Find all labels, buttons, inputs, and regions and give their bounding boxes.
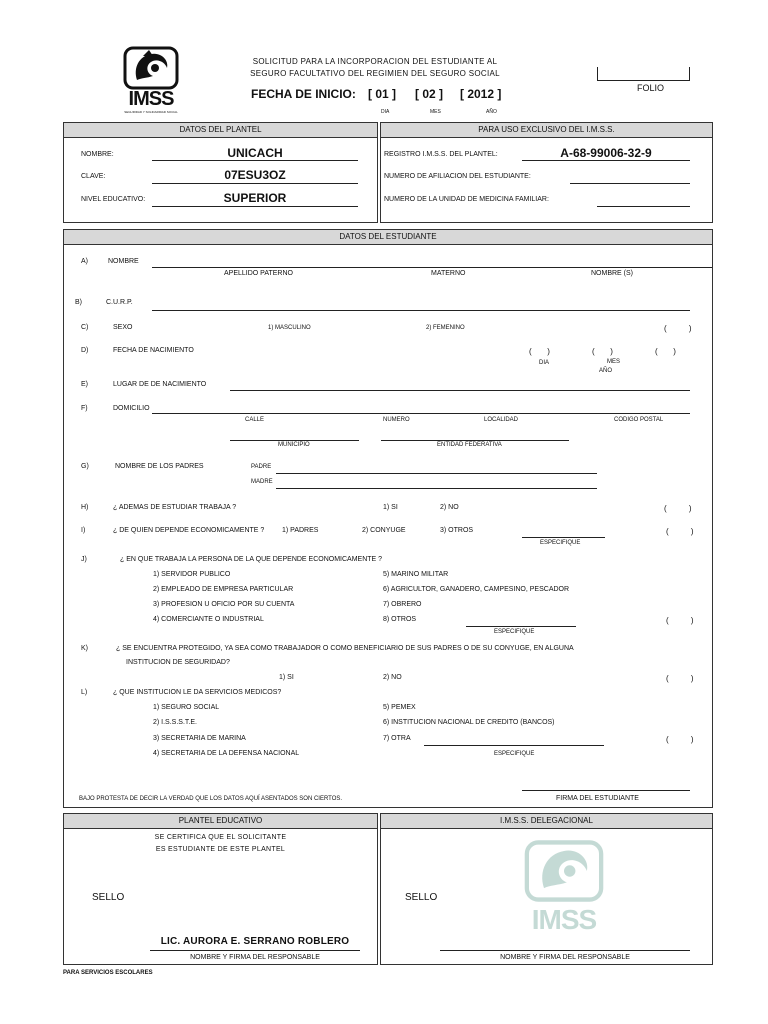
registro-value[interactable]: A-68-99006-32-9 [560,146,652,160]
item-b-letter: B) [75,299,82,306]
responsable-name[interactable]: LIC. AURORA E. SERRANO ROBLERO [160,936,350,947]
l-opt-5: 5) PEMEX [383,704,416,711]
l-answer-box[interactable]: ( ) [666,735,694,744]
imss-uso-header: PARA USO EXCLUSIVO DEL I.M.S.S. [380,122,713,138]
l-opt-3: 3) SECRETARIA DE MARINA [153,735,246,742]
plantel-nombre-value[interactable]: UNICACH [227,146,283,160]
imss-watermark [518,838,610,950]
padre-field[interactable] [276,473,597,474]
logo-subtext: SEGURIDAD Y SOLIDARIDAD SOCIAL [124,110,178,114]
clave-label: CLAVE: [81,173,106,180]
form-title-line2: SEGURO FACULTATIVO DEL REGIMIEN DEL SEGURO SOCIAL [250,69,500,78]
item-g-letter: G) [81,463,89,470]
j-opt-3: 3) PROFESION U OFICIO POR SU CUENTA [153,601,295,608]
protesta-text: BAJO PROTESTA DE DECIR LA VERDAD QUE LOS DATOS AQUÍ ASENTADOS SON CIERTOS. [79,796,343,802]
nombre-est-field[interactable] [152,267,712,268]
imss-watermark-eagle-icon [524,838,604,904]
afiliacion-field[interactable] [570,183,690,184]
imss-sello-label: SELLO [405,892,438,903]
entidad-label: ENTIDAD FEDERATIVA [437,442,502,448]
fecha-inicio-label: FECHA DE INICIO: [251,87,356,101]
certifica-line1: SE CERTIFICA QUE EL SOLICITANTE [154,834,287,841]
item-e-letter: E) [81,381,88,388]
l-especifique-label: ESPECIFIQUE [494,751,535,757]
padres-label: NOMBRE DE LOS PADRES [115,463,204,470]
apellido-paterno-label: APELLIDO PATERNO [224,270,293,277]
nivel-label: NIVEL EDUCATIVO: [81,196,146,203]
depende-padres: 1) PADRES [282,527,319,534]
item-k-letter: K) [81,645,88,652]
nombre-est-label: NOMBRE [108,258,139,265]
domicilio-field[interactable] [152,413,690,414]
trabajo-persona-label: ¿ EN QUE TRABAJA LA PERSONA DE LA QUE DEPENDE ECONOMICAMENTE ? [120,556,383,563]
j-answer-box[interactable]: ( ) [666,616,694,625]
madre-field[interactable] [276,488,597,489]
protegido-no: 2) NO [383,674,402,681]
estudiante-header: DATOS DEL ESTUDIANTE [63,229,713,245]
folio-label: FOLIO [637,83,665,93]
madre-label: MADRE [251,479,273,485]
fecha-month[interactable]: [ 02 ] [415,87,444,101]
nombre-label: NOMBRE: [81,151,114,158]
fecha-day-label: DIA [381,109,390,115]
nac-anio-box[interactable]: ( ) [655,347,676,356]
firma-estudiante-field[interactable] [522,790,690,791]
item-c-letter: C) [81,324,89,331]
depende-especifique-field[interactable] [522,537,605,538]
l-opt-4: 4) SECRETARIA DE LA DEFENSA NACIONAL [153,750,300,757]
cp-label: CODIGO POSTAL [614,417,664,423]
localidad-label: LOCALIDAD [484,417,519,423]
item-j-letter: J) [81,556,87,563]
item-i-letter: I) [81,527,86,534]
trabaja-no: 2) NO [440,504,459,511]
padre-label: PADRE [251,464,272,470]
j-especifique-label: ESPECIFIQUE [494,629,535,635]
l-opt-6: 6) INSTITUCION NACIONAL DE CREDITO (BANCOS) [383,719,555,726]
nac-dia-box[interactable]: ( ) [529,347,550,356]
j-opt-8: 8) OTROS [383,616,417,623]
l-opt-7: 7) OTRA [383,735,411,742]
lugar-nac-label: LUGAR DE DE NACIMIENTO [113,381,207,388]
j-opt-6: 6) AGRICULTOR, GANADERO, CAMPESINO, PESCADOR [383,586,570,593]
materno-label: MATERNO [431,270,466,277]
depende-otros: 3) OTROS [440,527,474,534]
sexo-answer-box[interactable]: ( ) [664,324,692,333]
j-opt-4: 4) COMERCIANTE O INDUSTRIAL [153,616,264,623]
sexo-label: SEXO [113,324,133,331]
fecha-nac-label: FECHA DE NACIMIENTO [113,347,194,354]
domicilio-label: DOMICILIO [113,405,150,412]
afiliacion-label: NUMERO DE AFILIACION DEL ESTUDIANTE: [384,173,531,180]
protegido-label-2: INSTITUCION DE SEGURIDAD? [126,659,230,666]
footer-text: PARA SERVICIOS ESCOLARES [63,970,153,976]
nombres-label: NOMBRE (S) [591,270,633,277]
l-opt-1: 1) SEGURO SOCIAL [153,704,220,711]
institucion-label: ¿ QUE INSTITUCION LE DA SERVICIOS MEDICOS? [113,689,282,696]
plantel-header: DATOS DEL PLANTEL [63,122,378,138]
trabaja-answer-box[interactable]: ( ) [664,504,692,513]
l-especifique-field[interactable] [424,745,604,746]
item-a-letter: A) [81,258,88,265]
fecha-day[interactable]: [ 01 ] [368,87,397,101]
protegido-answer-box[interactable]: ( ) [666,674,694,683]
depende-especifique-label: ESPECIFIQUE [540,540,581,546]
trabaja-label: ¿ ADEMAS DE ESTUDIAR TRABAJA ? [113,504,237,511]
nac-mes-label: MES [607,359,621,365]
nac-mes-box[interactable]: ( ) [592,347,613,356]
municipio-label: MUNICIPIO [278,442,310,448]
umf-field[interactable] [597,206,690,207]
l-opt-2: 2) I.S.S.S.T.E. [153,719,197,726]
trabaja-si: 1) SI [383,504,398,511]
imss-eagle-icon [123,46,179,90]
certifica-line2: ES ESTUDIANTE DE ESTE PLANTEL [155,846,286,853]
umf-label: NUMERO DE LA UNIDAD DE MEDICINA FAMILIAR: [384,196,549,203]
imss-firma-label: NOMBRE Y FIRMA DEL RESPONSABLE [500,954,630,961]
lugar-nac-field[interactable] [230,390,690,391]
plantel-clave-value[interactable]: 07ESU3OZ [224,168,286,182]
depende-label: ¿ DE QUIEN DEPENDE ECONOMICAMENTE ? [113,527,265,534]
fecha-year-label: AÑO [486,109,497,115]
logo-text: IMSS [128,88,174,110]
nac-dia-label: DIA [539,360,550,366]
folio-field[interactable] [597,67,690,81]
protegido-label-1: ¿ SE ENCUENTRA PROTEGIDO, YA SEA COMO TRABAJADOR O COMO BENEFICIARIO DE SUS PADRES O DE SU CONYUGE, EN ALGUNA [116,645,574,652]
fecha-year[interactable]: [ 2012 ] [460,87,502,101]
plantel-educativo-header: PLANTEL EDUCATIVO [63,813,378,829]
calle-label: CALLE [245,417,265,423]
imss-watermark-text: IMSS [531,904,597,935]
sexo-masculino: 1) MASCULINO [268,325,311,331]
item-f-letter: F) [81,405,88,412]
item-h-letter: H) [81,504,89,511]
nac-anio-label: AÑO [599,368,613,374]
item-d-letter: D) [81,347,89,354]
form-title-line1: SOLICITUD PARA LA INCORPORACION DEL ESTUDIANTE AL [252,57,498,66]
municipio-field[interactable] [230,440,359,441]
protegido-si: 1) SI [279,674,294,681]
depende-answer-box[interactable]: ( ) [666,527,694,536]
item-l-letter: L) [81,689,88,696]
firma-estudiante-label: FIRMA DEL ESTUDIANTE [556,795,639,802]
plantel-sello-label: SELLO [92,892,125,903]
plantel-firma-label: NOMBRE Y FIRMA DEL RESPONSABLE [190,954,320,961]
fecha-month-label: MES [430,109,441,115]
numero-label: NUMERO [383,417,410,423]
registro-label: REGISTRO I.M.S.S. DEL PLANTEL: [384,151,498,158]
j-opt-2: 2) EMPLEADO DE EMPRESA PARTICULAR [153,586,294,593]
j-opt-1: 1) SERVIDOR PUBLICO [153,571,231,578]
depende-conyuge: 2) CONYUGE [362,527,406,534]
j-especifique-field[interactable] [466,626,576,627]
imss-logo [118,46,184,116]
curp-field[interactable] [152,310,690,311]
plantel-nivel-value[interactable]: SUPERIOR [223,191,287,205]
curp-label: C.U.R.P. [106,299,133,306]
entidad-field[interactable] [381,440,569,441]
sexo-femenino: 2) FEMENINO [426,325,465,331]
j-opt-7: 7) OBRERO [383,601,422,608]
imss-delegacional-header: I.M.S.S. DELEGACIONAL [380,813,713,829]
j-opt-5: 5) MARINO MILITAR [383,571,449,578]
